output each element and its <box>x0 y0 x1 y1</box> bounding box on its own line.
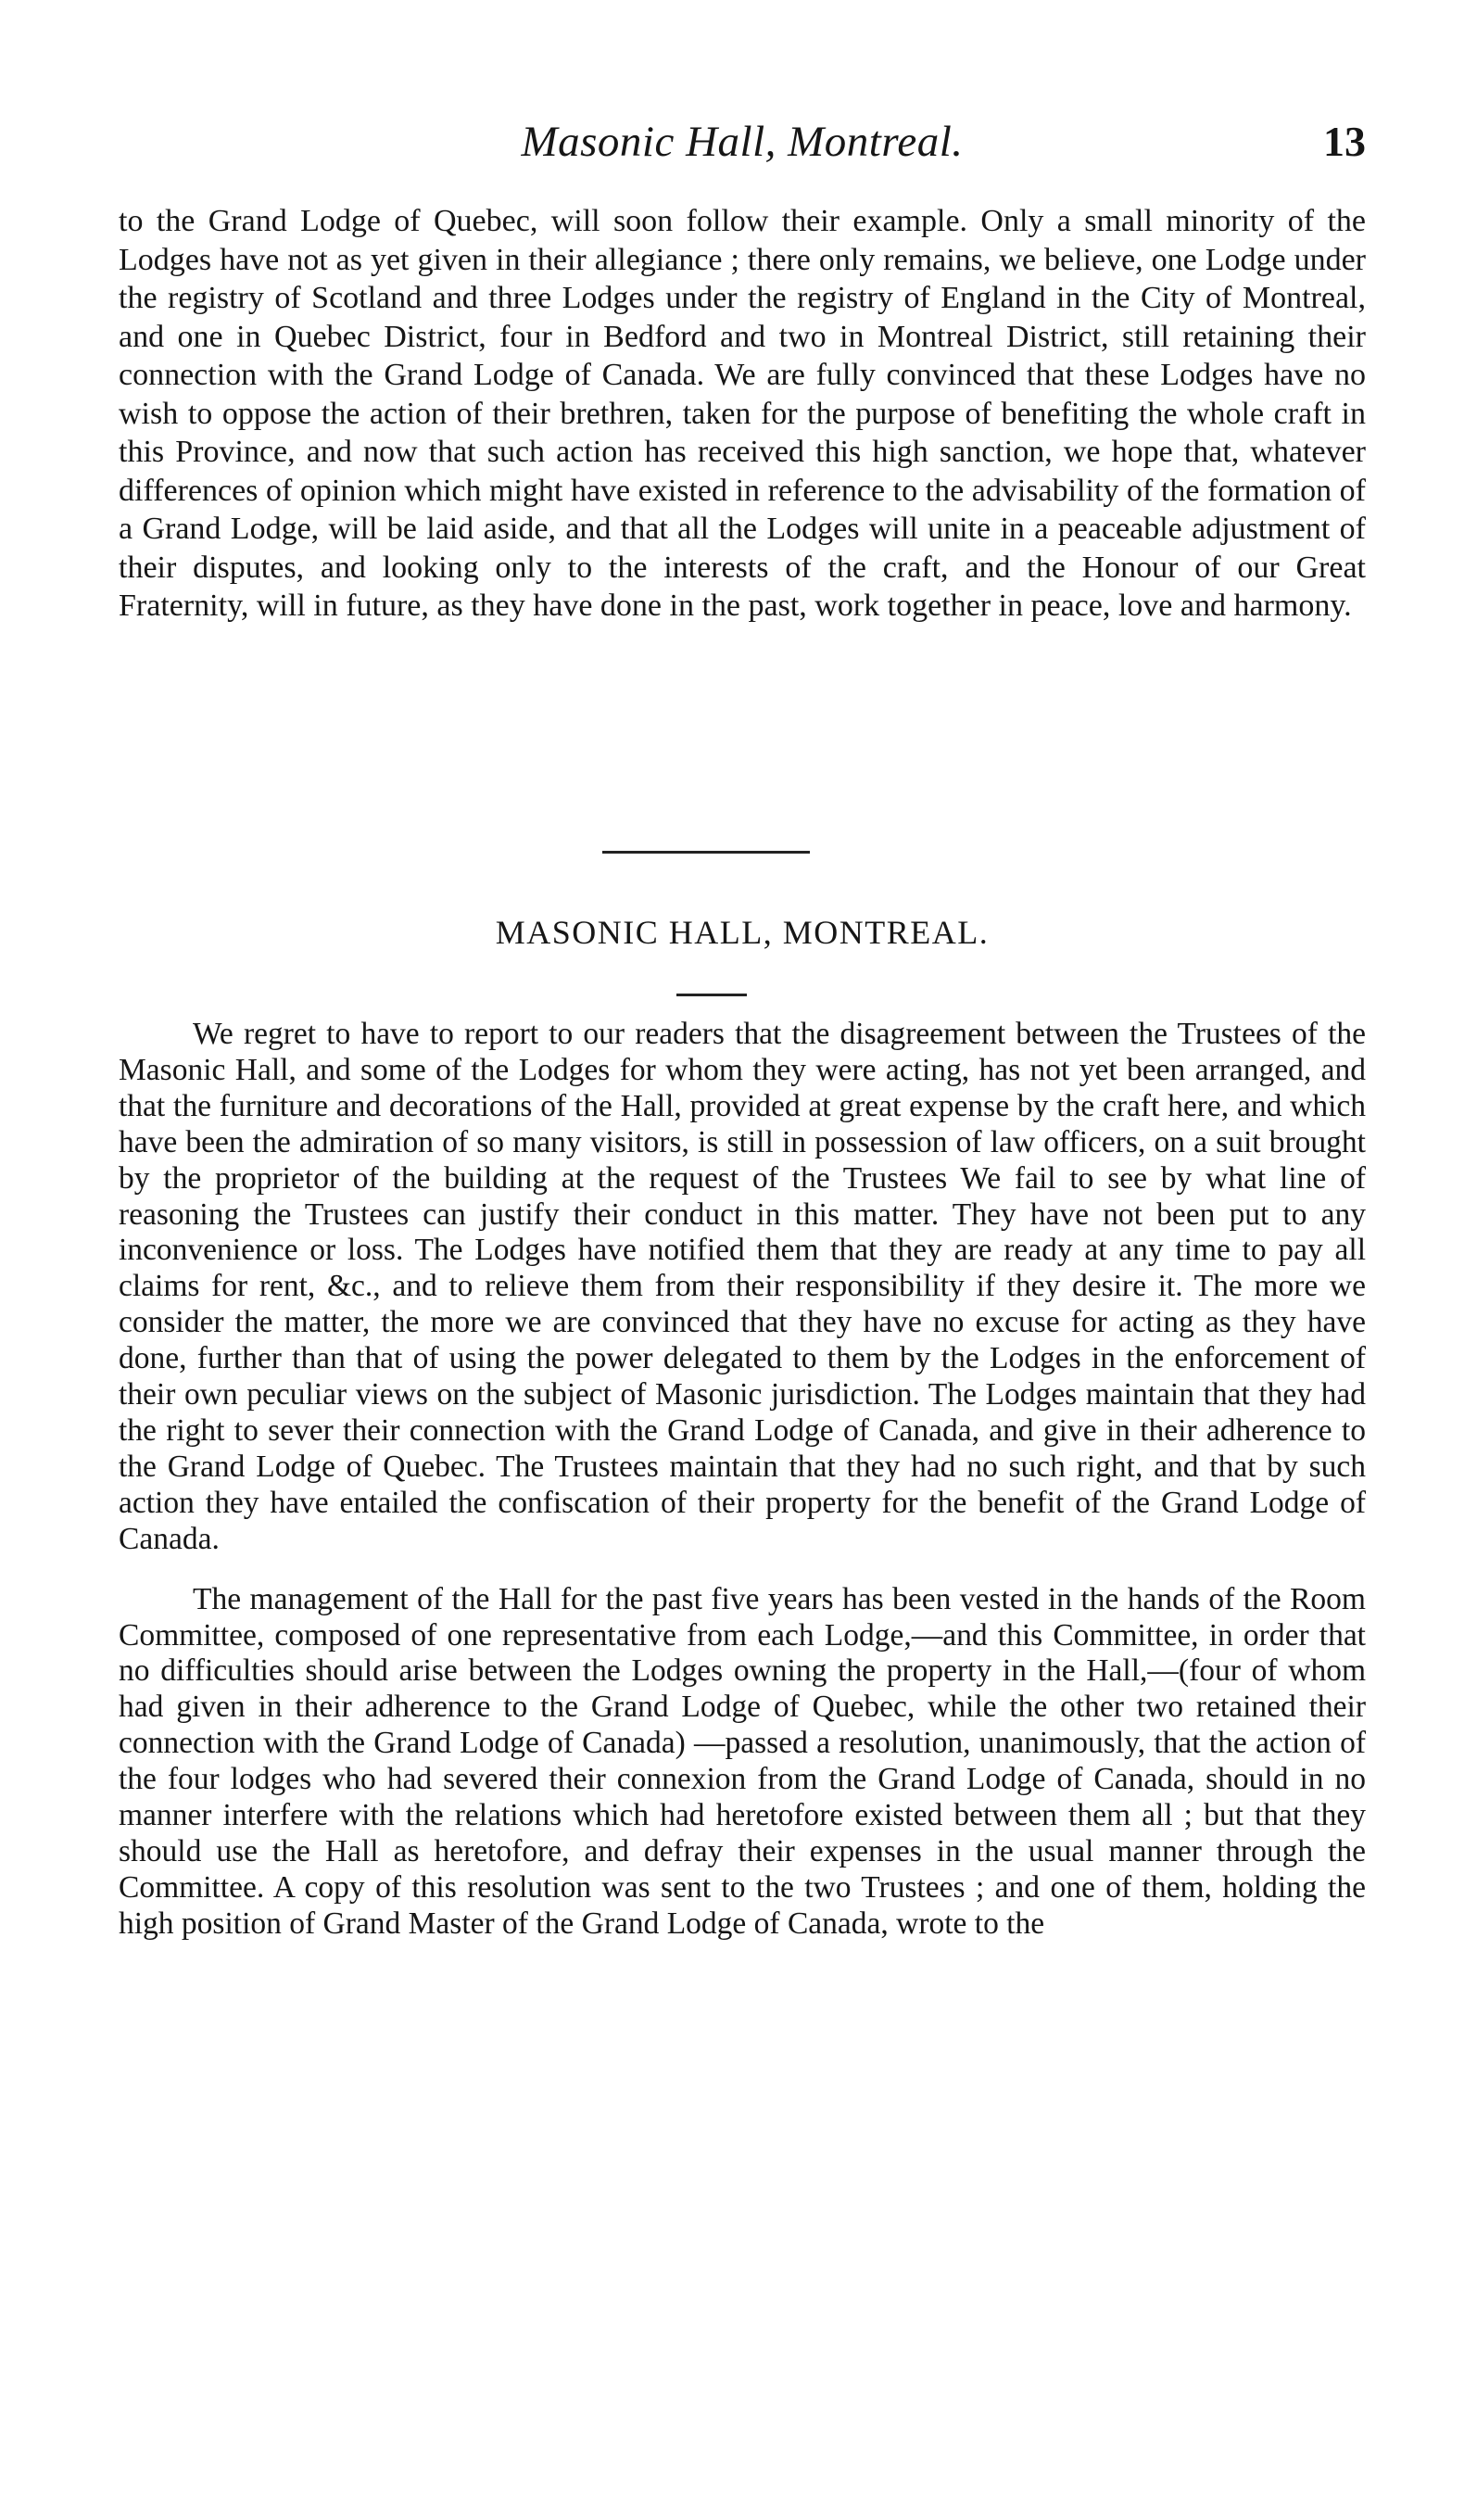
body-paragraph: to the Grand Lodge of Quebec, will soon follow their example. Only a small minority of the Lodges have not as yet given in their allegiance ; there only remains, we believe, one Lodge under the registry of Scotland and three Lodges under the registry of England in the City of Montreal, and one in Quebec District, four in Bedford and two in Montreal District, still retaining their connection with the Grand Lodge of Canada. We are fully convinced that these Lodges have no wish to oppose the action of their brethren, taken for the purpose of benefiting the whole craft in this Province, and now that such action has received this high sanction, we hope that, whatever differences of opinion which might have existed in reference to the advisability of the formation of a Grand Lodge, will be laid aside, and that all the Lodges will unite in a peaceable adjustment of their disputes, and looking only to the interests of the craft, and the Honour of our Great Fraternity, will in future, as they have done in the past, work together in peace, love and harmony. <box>119 204 1366 623</box>
body-paragraph: We regret to have to report to our readers that the disagreement between the Trustees of the Masonic Hall, and some of the Lodges for whom they were acting, has not yet been arranged, and that the furniture and decorations of the Hall, provided at great expense by the craft here, and which have been the admiration of so many visitors, is still in possession of law officers, on a suit brought by the proprietor of the building at the request of the Trustees We fail to see by what line of reasoning the Trustees can justify their conduct in this matter. They have not been put to any inconvenience or loss. The Lodges have notified them that they are ready at any time to pay all claims for rent, &c., and to relieve them from their responsibility if they desire it. The more we consider the matter, the more we are convinced that they have no excuse for acting as they have done, further than that of using the power delegated to them by the Lodges in the enforcement of their own peculiar views on the subject of Masonic jurisdiction. The Lodges maintain that they had the right to sever their connection with the Grand Lodge of Canada, and give in their adherence to the Grand Lodge of Quebec. The Trustees maintain that they had no such right, and that by such action they have entailed the confiscation of their property for the benefit of the Grand Lodge of Canada. <box>119 1017 1366 1556</box>
running-head <box>119 109 1366 174</box>
page-number: 13 <box>1323 118 1366 165</box>
continued-paragraph-block <box>119 202 1366 626</box>
running-title: Masonic Hall, Montreal. <box>521 118 964 166</box>
section-body <box>119 1017 1366 1943</box>
body-paragraph: The management of the Hall for the past five years has been vested in the hands of the Room Committee, composed of one representative from each Lodge,—and this Committee, in order that no difficulties should arise between the Lodges owning the property in the Hall,—(four of whom had given in their adherence to the Grand Lodge of Quebec, while the other two retained their connection with the Grand Lodge of Canada) —passed a resolution, unanimously, that the action of the four lodges who had severed their connexion from the Grand Lodge of Canada, should in no manner interfere with the relations which had heretofore existed between them all ; but that they should use the Hall as heretofore, and defray their expenses in the usual manner through the Committee. A copy of this resolution was sent to the two Trustees ; and one of them, holding the high position of Grand Master of the Grand Lodge of Canada, wrote to the <box>119 1581 1366 1941</box>
heading-underline-rule <box>676 994 747 996</box>
section-heading: MASONIC HALL, MONTREAL. <box>495 914 990 951</box>
section-divider-rule <box>602 851 810 854</box>
